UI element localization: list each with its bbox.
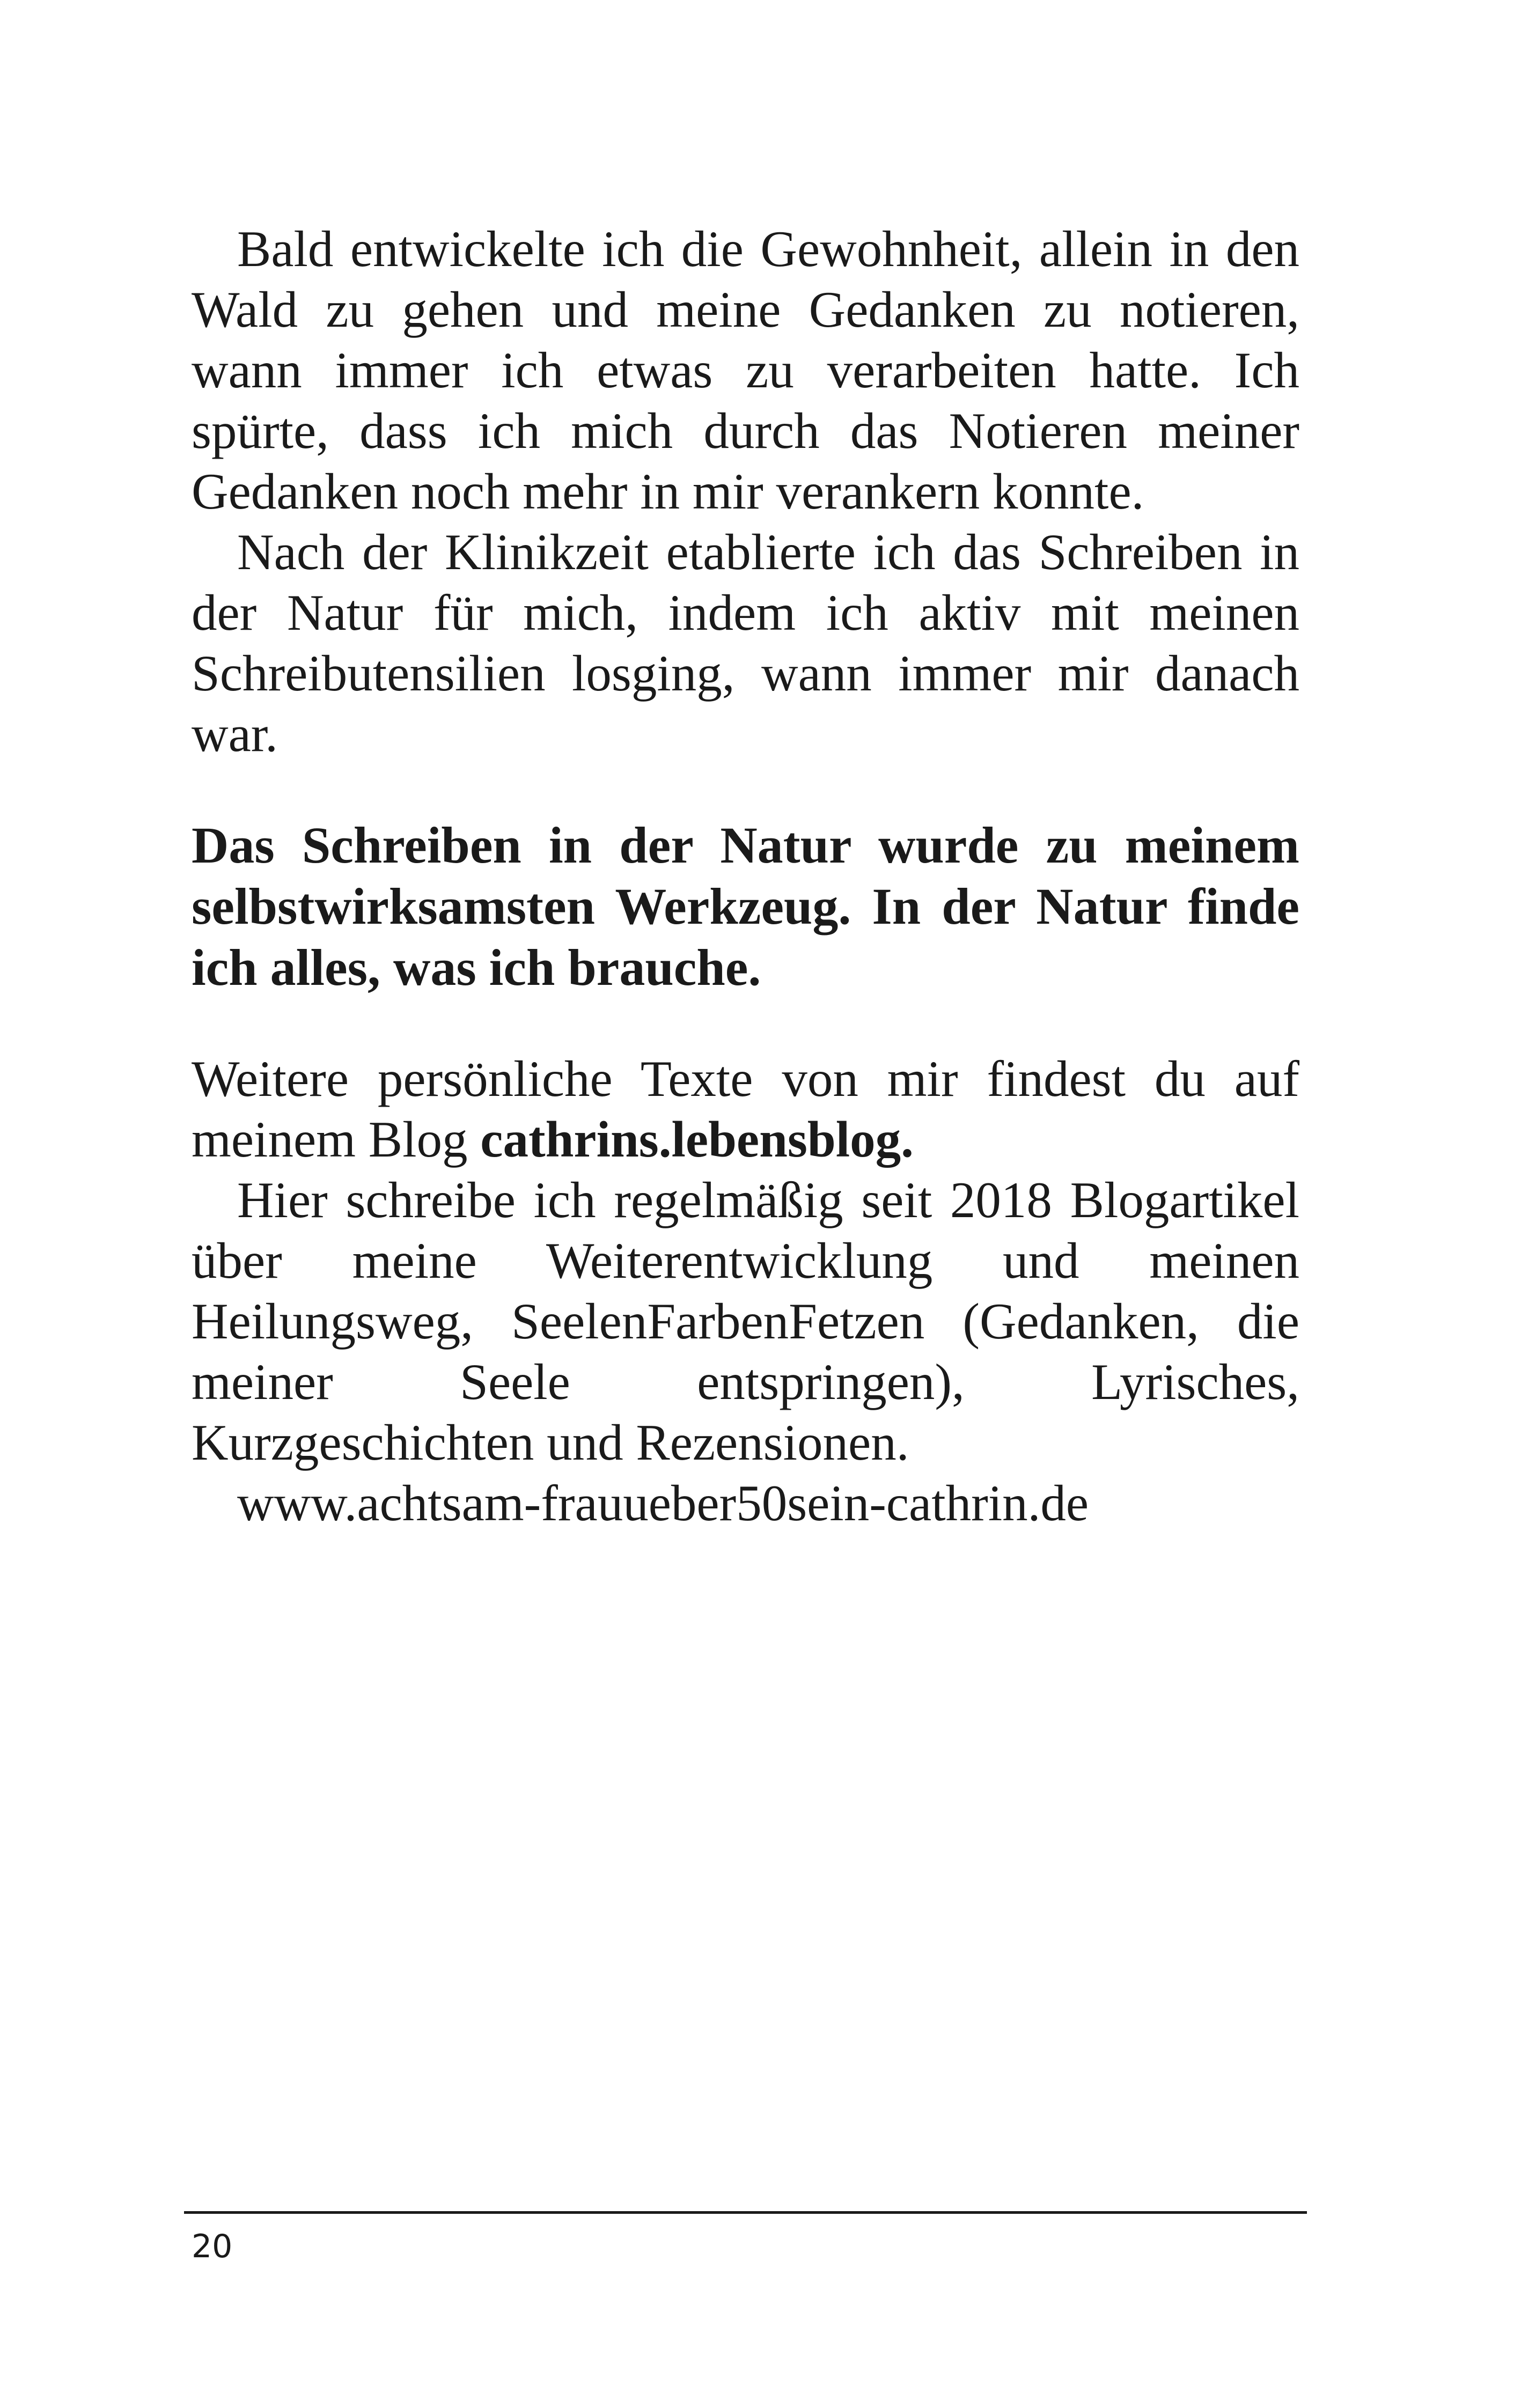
paragraph-blog-intro bbox=[192, 1049, 1299, 1170]
paragraph-after-clinic: Nach der Klinikzeit etablierte ich das Schreiben in der Natur für mich, indem ich aktiv mit meinen Schreibutensilien losging, wann immer mir danach war. bbox=[192, 524, 1299, 762]
body-text-bottom bbox=[192, 1049, 1299, 1534]
website-url: www.achtsam-frauueber50sein-cathrin.de bbox=[237, 1475, 1089, 1531]
highlight-text bbox=[192, 815, 1299, 998]
page-number: 20 bbox=[192, 2228, 233, 2265]
body-text-top bbox=[192, 219, 1299, 764]
blog-intro-text: Weitere persönliche Texte von mir findest du auf meinem Blog bbox=[192, 1050, 1299, 1168]
blog-name: cathrins.lebensblog. bbox=[480, 1111, 914, 1168]
paragraph-forest-writing: Bald entwickelte ich die Gewohnheit, allein in den Wald zu gehen und meine Gedanken zu notieren, wann immer ich etwas zu verarbeiten hatte. Ich spürte, dass ich mich durch das Notieren meiner Gedanken noch mehr in mir verankern konnte. bbox=[192, 220, 1299, 520]
footer-divider bbox=[184, 2211, 1307, 2214]
highlight-paragraph: Das Schreiben in der Natur wurde zu meinem selbstwirksamsten Werkzeug. In der Natur finde ich alles, was ich brauche. bbox=[192, 816, 1299, 996]
paragraph-blog-description: Hier schreibe ich regelmäßig seit 2018 Blogartikel über meine Weiterentwicklung und meinen Heilungsweg, SeelenFarbenFetzen (Gedanken, die meiner Seele entspringen), Lyrisches, Kurzgeschichten und Rezensionen. bbox=[192, 1172, 1299, 1471]
